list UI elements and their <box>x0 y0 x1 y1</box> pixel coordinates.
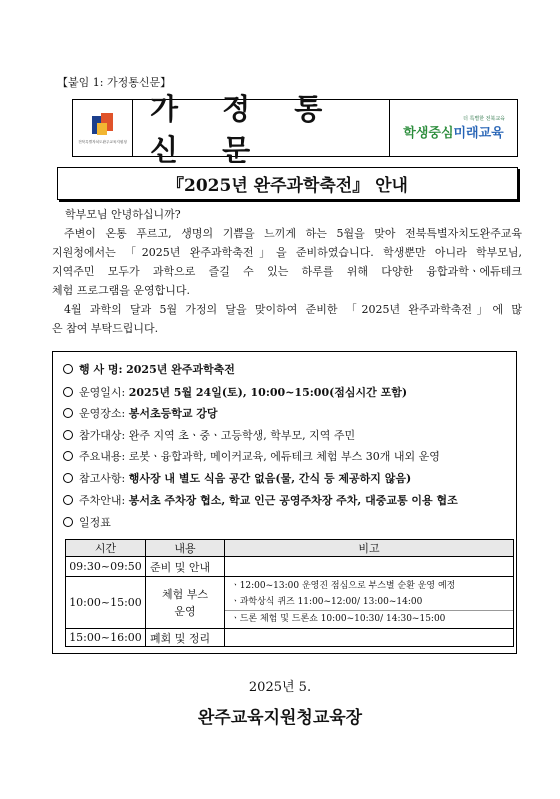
info-item-participants <box>63 427 355 443</box>
newsletter-title: 가 정 통 신 문 <box>133 100 390 156</box>
brand-logo <box>390 100 517 156</box>
intro-paragraph <box>52 224 522 300</box>
org-logo-text: 전북특별자치도완주교육지원청 <box>78 140 127 144</box>
table-row <box>66 557 514 577</box>
signature: 완주교육지원청교육장 <box>197 708 363 728</box>
schedule-table <box>65 539 514 647</box>
circle-bullet-icon <box>63 364 73 374</box>
info-item-schedule <box>63 514 111 530</box>
cell-time: 09:30~09:50 <box>66 557 146 577</box>
notice-title: 『2025년 완주과학축전』 안내 <box>57 167 518 200</box>
paragraph-line: 은 참여 부탁드립니다. <box>52 322 159 335</box>
circle-bullet-icon <box>63 387 73 397</box>
newsletter-header <box>72 92 518 167</box>
cell-notes <box>225 557 514 577</box>
column-header-content: 내용 <box>146 540 225 557</box>
info-item-notes <box>63 470 411 486</box>
info-label: 일정표 <box>79 516 111 529</box>
cell-notes <box>225 577 514 629</box>
info-value: 2025년 5월 24일(토), 10:00~15:00(점심시간 포함) <box>128 386 408 399</box>
note-line: ㆍ12:00~13:00 운영진 점심으로 부스별 순환 운영 예정 <box>231 581 456 591</box>
org-logo <box>73 100 133 156</box>
paragraph-line: 체험 프로그램을 운영합니다. <box>52 284 191 297</box>
cell-time: 10:00~15:00 <box>66 577 146 629</box>
info-value: 봉서초 주차장 협소, 학교 인근 공영주차장 주차, 대중교통 이용 협조 <box>128 494 458 507</box>
circle-bullet-icon <box>63 473 73 483</box>
note-line: ㆍ과학상식 퀴즈 11:00~12:00/ 13:00~14:00 <box>231 597 423 607</box>
cell-time: 15:00~16:00 <box>66 629 146 647</box>
info-item-venue <box>63 405 218 421</box>
info-label: 운영일시: <box>79 386 126 399</box>
org-emblem-icon <box>91 111 115 137</box>
circle-bullet-icon <box>63 495 73 505</box>
issue-date: 2025년 5. <box>248 680 312 695</box>
info-label: 참가대상: <box>79 429 126 442</box>
brand-slogan-part1: 학생중심 <box>403 126 454 141</box>
info-value: 로봇ㆍ융합과학, 메이커교육, 에듀테크 체험 부스 30개 내외 운영 <box>128 450 440 463</box>
cell-content: 폐회 및 정리 <box>146 629 225 647</box>
event-info-box <box>52 351 517 654</box>
table-row <box>66 629 514 647</box>
paragraph-line: 지역주민 모두가 과학으로 즐길 수 있는 하루를 위해 다양한 융합과학ㆍ에듀테크 <box>52 265 522 278</box>
info-label: 참고사항: <box>79 472 126 485</box>
info-label: 운영장소: <box>79 407 126 420</box>
paragraph-line: 4월 과학의 달과 5월 가정의 달을 맞이하여 준비한 「2025년 완주과학축전」에 많 <box>64 303 522 316</box>
info-item-datetime <box>63 384 407 400</box>
column-header-notes: 비고 <box>225 540 514 557</box>
greeting: 학부모님 안녕하십니까? <box>65 208 181 221</box>
paragraph-line: 지원청에서는 「2025년 완주과학축전」을 준비하였습니다. 학생뿐만 아니라 학부모님, <box>52 246 522 259</box>
info-item-parking <box>63 492 458 508</box>
paragraph-line: 주변이 온통 푸르고, 생명의 기쁨을 느끼게 하는 5월을 맞아 전북특별자치도완주교육 <box>64 227 522 240</box>
info-value: 완주 지역 초ㆍ중ㆍ고등학생, 학부모, 지역 주민 <box>128 429 356 442</box>
info-item-event-name <box>63 361 235 377</box>
cell-notes <box>225 629 514 647</box>
info-label: 행 사 명: <box>79 363 123 376</box>
table-row <box>66 577 514 629</box>
note-line: ㆍ드론 체험 및 드론쇼 10:00~10:30/ 14:30~15:00 <box>225 610 513 627</box>
circle-bullet-icon <box>63 408 73 418</box>
brand-slogan-part2: 미래교육 <box>453 126 504 141</box>
info-value: 2025년 완주과학축전 <box>126 363 235 376</box>
column-header-time: 시간 <box>66 540 146 557</box>
cell-content: 체험 부스 운영 <box>146 577 225 629</box>
cell-content: 준비 및 안내 <box>146 557 225 577</box>
info-value: 행사장 내 별도 식음 공간 없음(물, 간식 등 제공하지 않음) <box>128 472 412 485</box>
brand-tagline: 더 특별한 전북교육 <box>463 116 505 122</box>
request-paragraph <box>52 300 522 338</box>
info-item-contents <box>63 448 440 464</box>
info-value: 봉서초등학교 강당 <box>128 407 218 420</box>
info-label: 주요내용: <box>79 450 126 463</box>
circle-bullet-icon <box>63 430 73 440</box>
brand-slogan <box>403 122 503 141</box>
attachment-label: 【붙임 1: 가정통신문】 <box>57 76 172 89</box>
table-header-row <box>66 540 514 557</box>
circle-bullet-icon <box>63 451 73 461</box>
circle-bullet-icon <box>63 517 73 527</box>
info-label: 주차안내: <box>79 494 126 507</box>
